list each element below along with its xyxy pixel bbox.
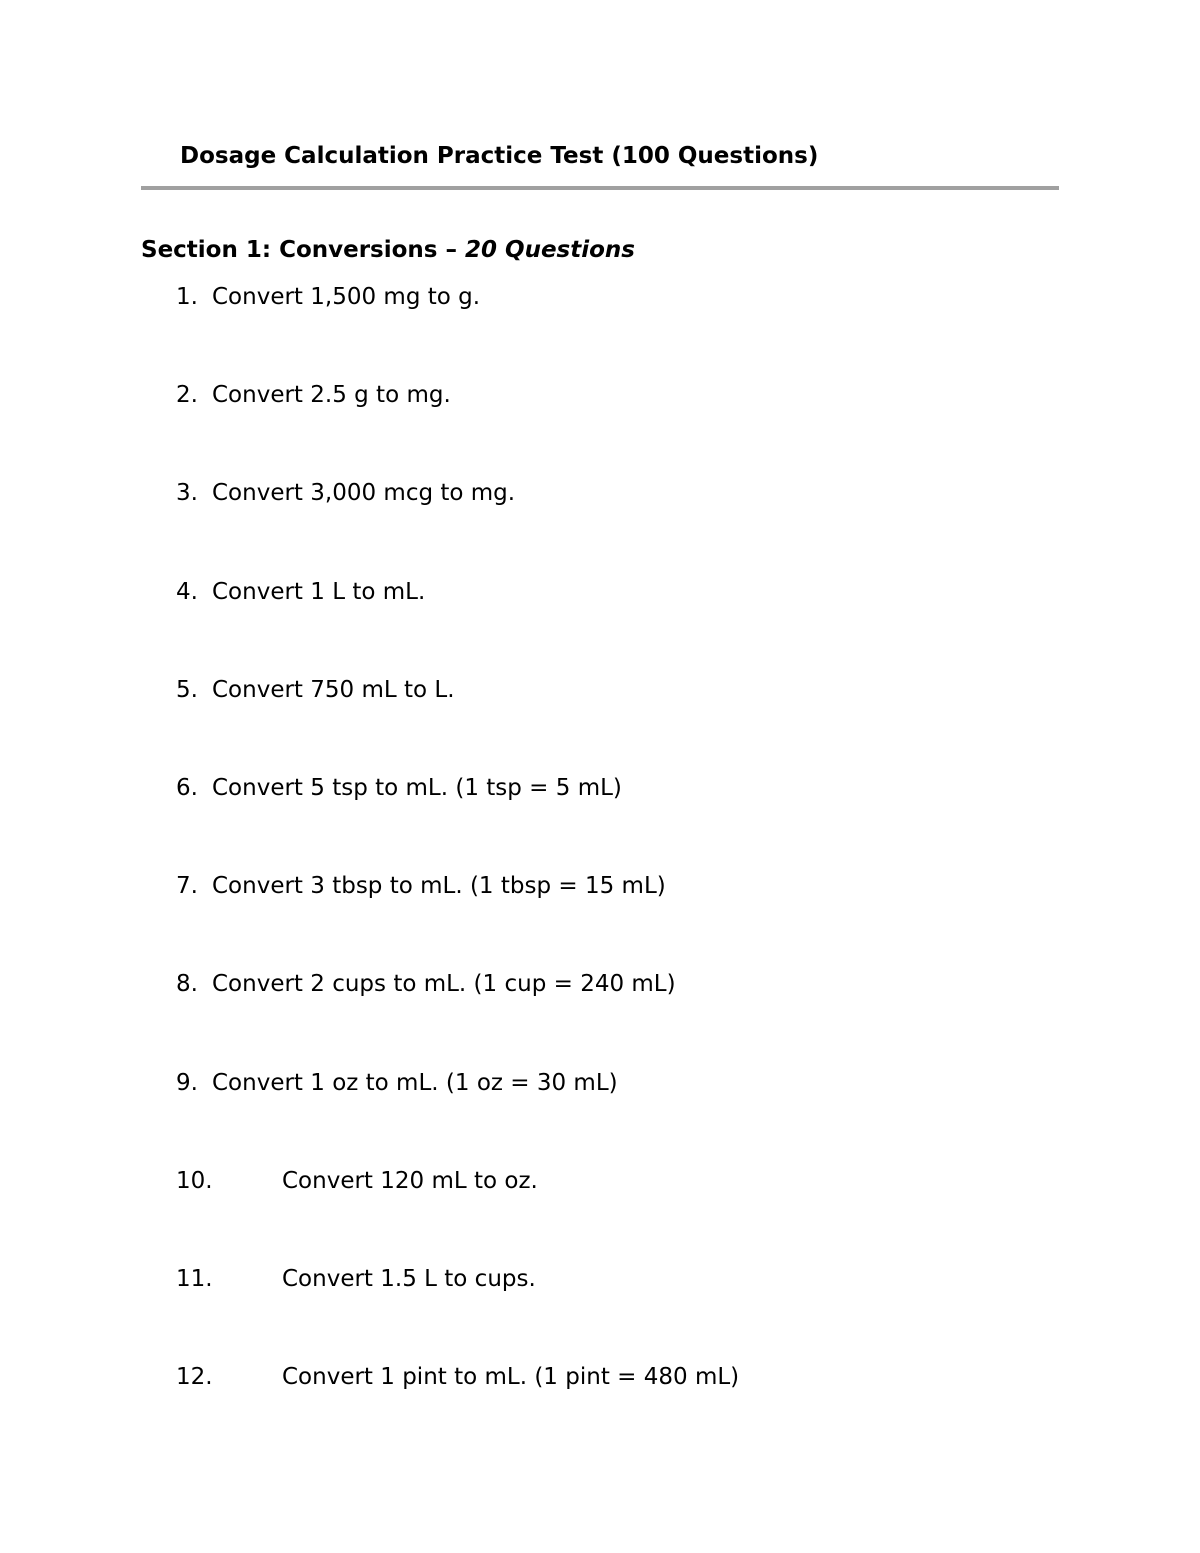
question-text: Convert 3 tbsp to mL. (1 tbsp = 15 mL) — [212, 873, 666, 900]
question-item — [0, 1361, 1200, 1459]
question-item — [0, 772, 1200, 870]
section-question-count: 20 Questions — [465, 237, 635, 263]
document-title: Dosage Calculation Practice Test (100 Questions) — [180, 143, 819, 169]
question-number: 10. — [176, 1167, 213, 1194]
question-text: Convert 5 tsp to mL. (1 tsp = 5 mL) — [212, 774, 622, 801]
question-number: 4. — [176, 578, 198, 605]
question-item — [0, 968, 1200, 1066]
section-heading — [141, 235, 635, 265]
question-text: Convert 750 mL to L. — [212, 676, 455, 703]
question-item — [0, 1263, 1200, 1361]
question-item — [0, 477, 1200, 575]
question-number: 11. — [176, 1265, 213, 1292]
question-number: 8. — [176, 971, 198, 998]
question-item — [0, 870, 1200, 968]
question-number: 2. — [176, 382, 198, 409]
title-divider — [141, 186, 1059, 190]
question-text: Convert 3,000 mcg to mg. — [212, 480, 516, 507]
question-text: Convert 2 cups to mL. (1 cup = 240 mL) — [212, 971, 676, 998]
section-heading-label: Section 1: Conversions – — [141, 237, 466, 263]
question-text: Convert 1.5 L to cups. — [282, 1265, 536, 1292]
question-item — [0, 674, 1200, 772]
question-number: 12. — [176, 1364, 213, 1391]
question-text: Convert 1,500 mg to g. — [212, 284, 481, 310]
question-number: 9. — [176, 1069, 198, 1096]
question-text: Convert 1 oz to mL. (1 oz = 30 mL) — [212, 1069, 618, 1096]
question-text: Convert 120 mL to oz. — [282, 1167, 538, 1194]
question-list — [0, 281, 1200, 1459]
question-item — [0, 1067, 1200, 1165]
question-item — [0, 1165, 1200, 1263]
question-number: 7. — [176, 873, 198, 900]
question-text: Convert 2.5 g to mg. — [212, 382, 451, 409]
question-number: 6. — [176, 774, 198, 801]
question-text: Convert 1 L to mL. — [212, 578, 426, 605]
question-number: 1. — [176, 284, 198, 310]
question-item — [0, 379, 1200, 477]
question-number: 5. — [176, 676, 198, 703]
question-item — [0, 281, 1200, 379]
question-number: 3. — [176, 480, 198, 507]
question-item — [0, 576, 1200, 674]
question-text: Convert 1 pint to mL. (1 pint = 480 mL) — [282, 1364, 740, 1391]
